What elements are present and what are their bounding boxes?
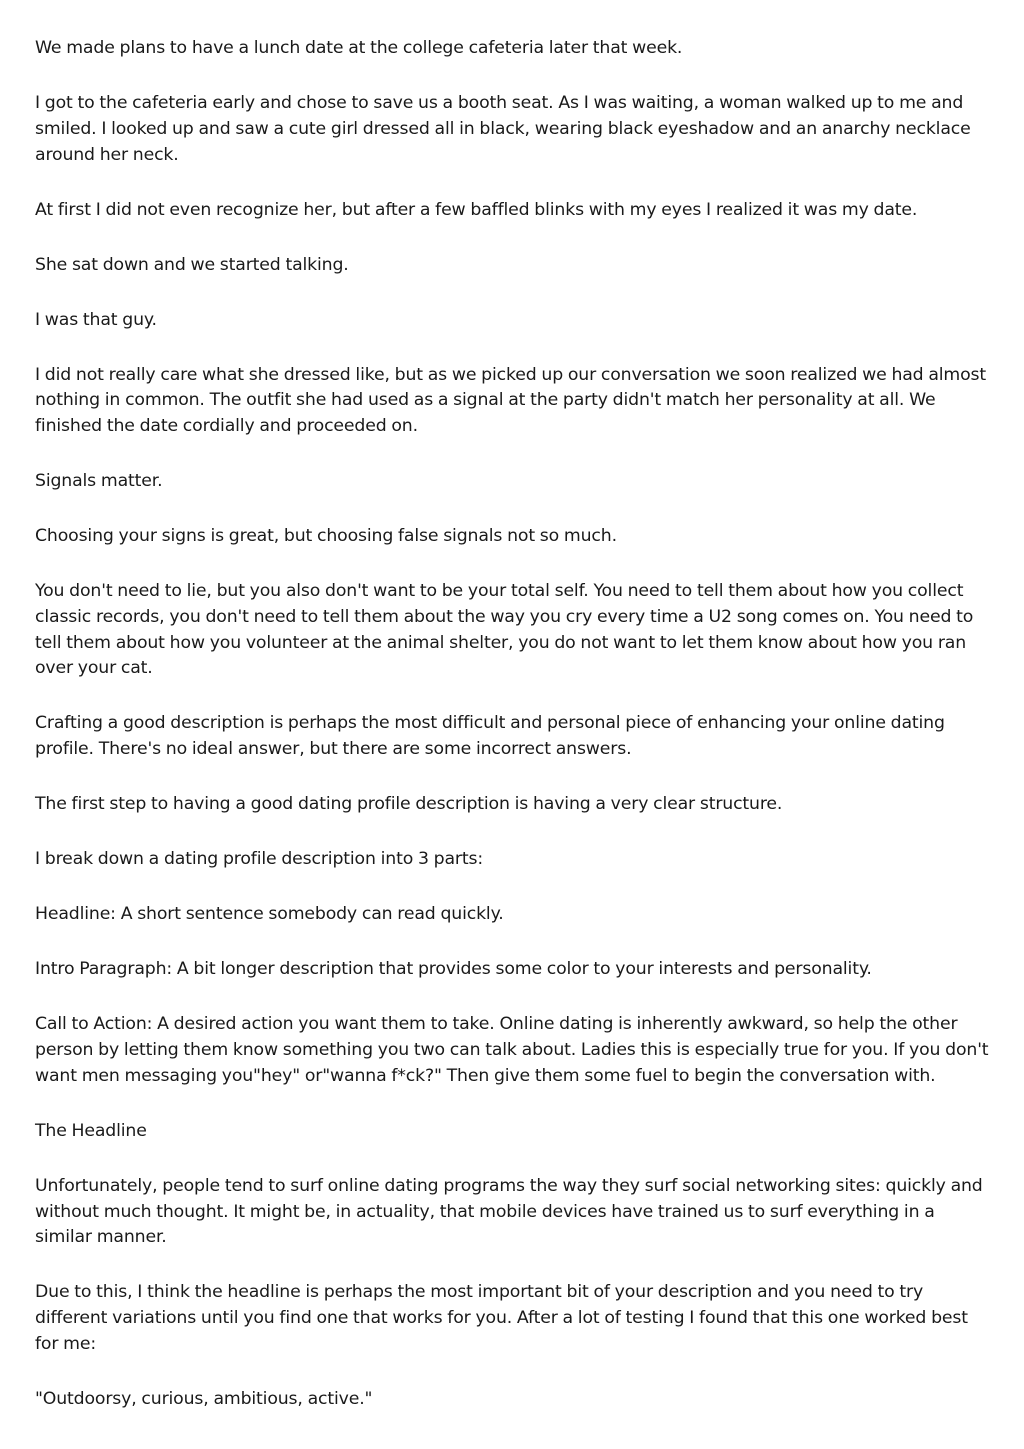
paragraph: Crafting a good description is perhaps the most difficult and personal piece of enhancing your online dating profile. There's no ideal answer, but there are some incorrect answers. [35, 713, 945, 760]
paragraph: We made plans to have a lunch date at the college cafeteria later that week. [35, 38, 683, 58]
paragraph: The first step to having a good dating profile description is having a very clear structure. [35, 794, 783, 815]
list-item-intro-paragraph: Intro Paragraph: A bit longer description that provides some color to your interests and personality. [35, 959, 872, 980]
document-body [35, 36, 990, 1442]
paragraph: She sat down and we started talking. [35, 254, 349, 275]
paragraph: I got to the cafeteria early and chose to save us a booth seat. As I was waiting, a woman walked up to me and smiled. I looked up and saw a cute girl dressed all in black, wearing black eyeshadow and an anarchy necklace around her neck. [35, 92, 971, 165]
paragraph: I break down a dating profile description into 3 parts: [35, 849, 484, 870]
paragraph: At first I did not even recognize her, but after a few baffled blinks with my eyes I realized it was my date. [35, 199, 918, 220]
paragraph: I did not really care what she dressed like, but as we picked up our conversation we soon realized we had almost nothing in common. The outfit she had used as a signal at the party didn't match her personality at all. We finished the date cordially and proceeded on. [35, 364, 987, 437]
paragraph: Signals matter. [35, 471, 163, 492]
list-item-call-to-action: Call to Action: A desired action you want them to take. Online dating is inherently awkward, so help the other person by letting them know something you two can talk about. Ladies this is especially true for you. If you don't want men messaging you"hey" or"wanna f*ck?" Then give them some fuel to begin the conversation with. [35, 1014, 989, 1086]
paragraph: You don't need to lie, but you also don't want to be your total self. You need to tell them about how you collect classic records, you don't need to tell them about the way you cry every time a U2 song comes on. You need to tell them about how you volunteer at the animal shelter, you do not want to let them know about how you ran over your cat. [35, 581, 974, 679]
paragraph: Choosing your signs is great, but choosing false signals not so much. [35, 526, 617, 547]
section-heading: The Headline [35, 1120, 147, 1141]
paragraph: Due to this, I think the headline is perhaps the most important bit of your description and you need to try different variations until you find one that works for you. After a lot of testing I found that this one worked best for me: [35, 1282, 968, 1354]
list-item-headline: Headline: A short sentence somebody can read quickly. [35, 904, 504, 925]
paragraph: I was that guy. [35, 309, 157, 330]
paragraph: Unfortunately, people tend to surf online dating programs the way they surf social networking sites: quickly and without much thought. It might be, in actuality, that mobile devices have trained us to surf everything in a similar manner. [35, 1175, 983, 1248]
headline-example: "Outdoorsy, curious, ambitious, active." [35, 1388, 373, 1409]
